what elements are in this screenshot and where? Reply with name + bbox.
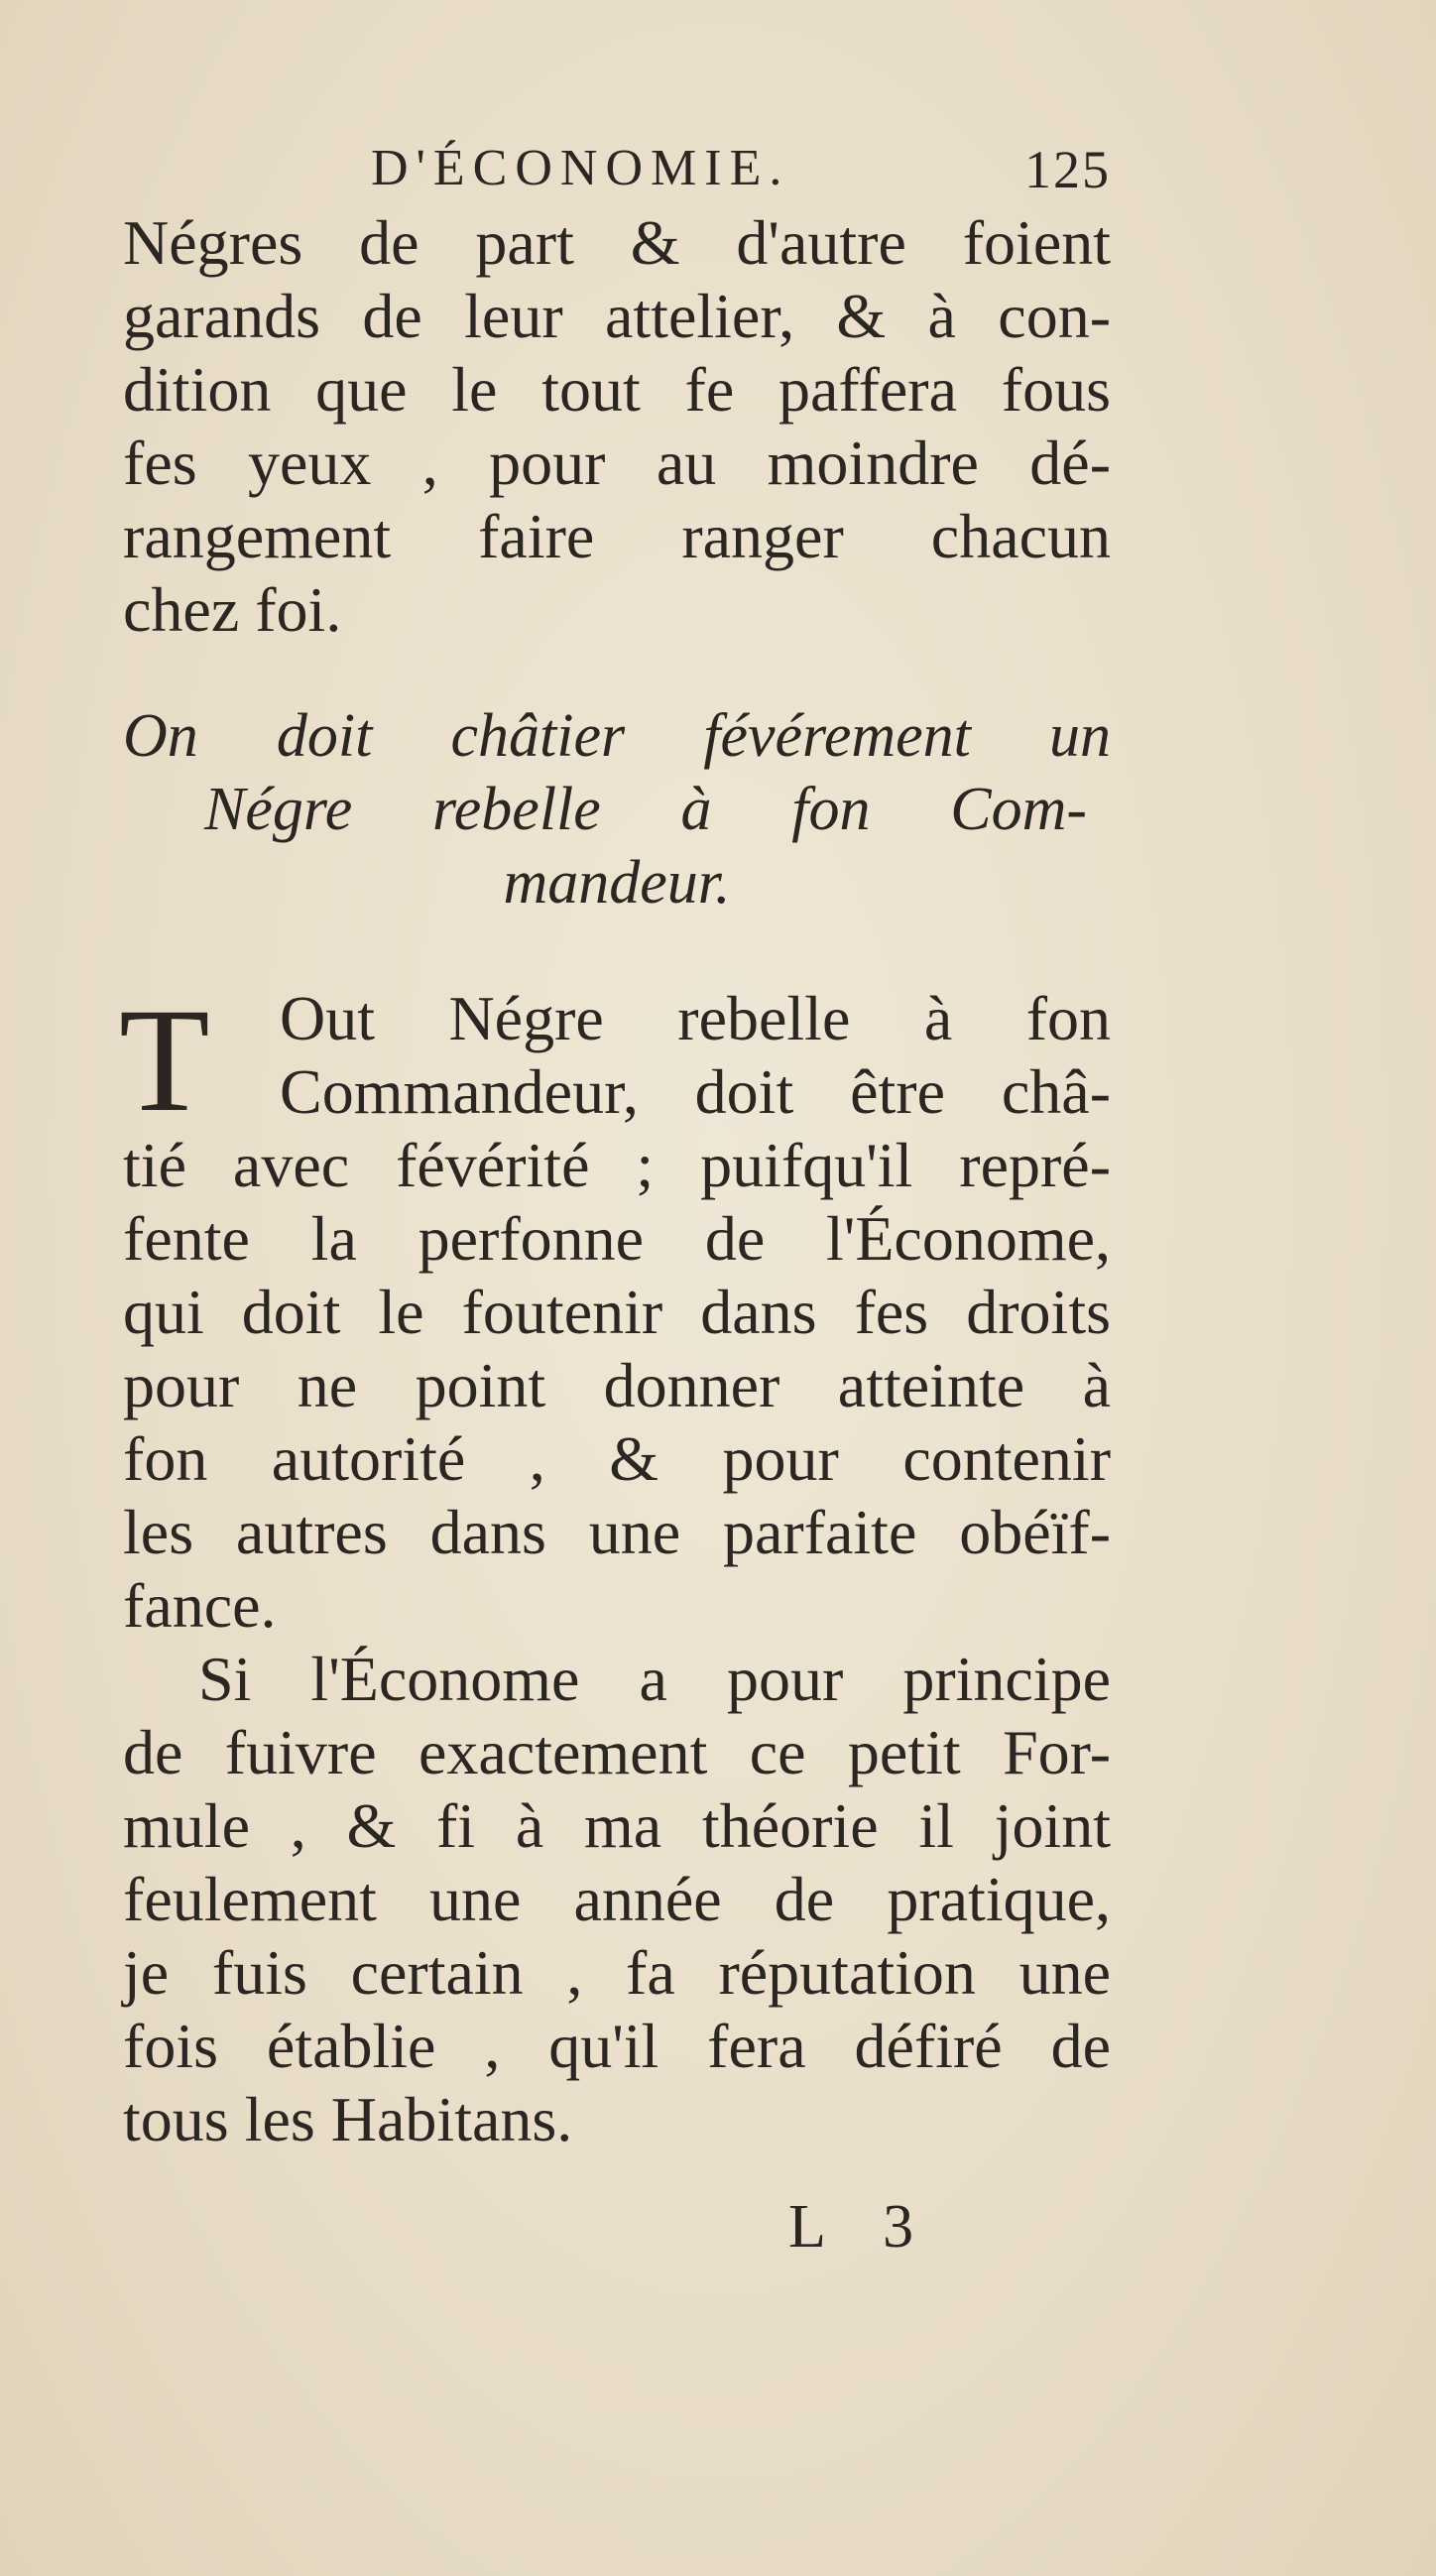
paragraph-2 [123, 982, 1111, 1643]
text-line: tous les Habitans. [123, 2084, 573, 2154]
text-line: rangement faire ranger chacun [123, 501, 1111, 571]
text-line: qui doit le foutenir dans fes droits [123, 1277, 1111, 1347]
page-header [123, 139, 1111, 208]
text-line: fente la perfonne de l'Économe, [123, 1203, 1111, 1274]
heading-line: On doit châtier févérement un [123, 702, 1111, 770]
text-line: chez foi. [123, 574, 342, 645]
page-number: 125 [1024, 140, 1111, 199]
heading-line: Négre rebelle à fon Com- [204, 776, 1087, 843]
drop-capital: T [119, 978, 210, 1143]
text-line: Négres de part & d'autre foient [123, 207, 1111, 278]
paragraph-3 [123, 1643, 1111, 2156]
text-line: je fuis certain , fa réputation une [123, 1937, 1111, 2008]
text-line: pour ne point donner atteinte à [123, 1350, 1111, 1420]
text-line: fes yeux , pour au moindre dé- [123, 428, 1111, 498]
text-line: feulement une année de pratique, [123, 1864, 1111, 1934]
text-line: Out Négre rebelle à fon [280, 983, 1111, 1053]
text-line: Si l'Économe a pour principe [198, 1644, 1111, 1714]
text-line: les autres dans une parfaite obéïf- [123, 1497, 1111, 1567]
text-line: fon autorité , & pour contenir [123, 1423, 1111, 1494]
text-line: dition que le tout fe paffera fous [123, 354, 1111, 425]
text-line: de fuivre exactement ce petit For- [123, 1717, 1111, 1787]
text-line: garands de leur attelier, & à con- [123, 281, 1111, 351]
text-line: tié avec févérité ; puifqu'il repré- [123, 1130, 1111, 1200]
text-line: mule , & fi à ma théorie il joint [123, 1790, 1111, 1861]
text-line: Commandeur, doit être châ- [280, 1056, 1111, 1127]
heading-line: mandeur. [503, 849, 731, 917]
text-line: fois établie , qu'il fera défiré de [123, 2011, 1111, 2081]
paragraph-1 [123, 206, 1111, 647]
running-title: D'ÉCONOMIE. [371, 140, 790, 196]
text-line: fance. [123, 1570, 277, 1641]
signature-mark: L 3 [788, 2193, 936, 2261]
section-heading [123, 699, 1111, 920]
